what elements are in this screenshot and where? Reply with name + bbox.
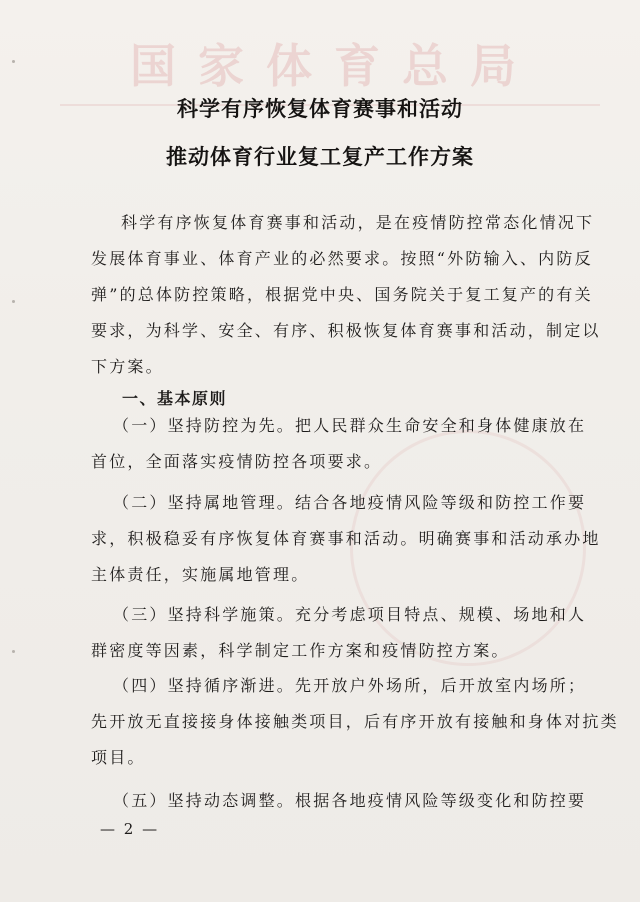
principle-line: （四）坚持循序渐进。先开放户外场所，后开放室内场所；: [113, 676, 587, 695]
section-heading: 一、基本原则: [122, 389, 228, 408]
principle-5: [91, 783, 611, 819]
principle-line: 首位，全面落实疫情防控各项要求。: [91, 452, 383, 471]
intro-line: 要求，为科学、安全、有序、积极恢复体育赛事和活动，制定以: [91, 321, 601, 340]
principle-1: [91, 408, 611, 480]
margin-mark: [12, 300, 15, 303]
page-number: — 2 —: [100, 820, 160, 838]
principle-line: （三）坚持科学施策。充分考虑项目特点、规模、场地和人: [113, 605, 587, 624]
principle-line: （二）坚持属地管理。结合各地疫情风险等级和防控工作要: [113, 493, 587, 512]
principle-line: 主体责任，实施属地管理。: [91, 565, 310, 584]
intro-line: 下方案。: [91, 357, 164, 376]
intro-line: 弹”的总体防控策略，根据党中央、国务院关于复工复产的有关: [91, 285, 593, 304]
principle-4: [91, 668, 619, 776]
principle-line: 求，积极稳妥有序恢复体育赛事和活动。明确赛事和活动承办地: [91, 529, 601, 548]
principle-line: 先开放无直接接身体接触类项目，后有序开放有接触和身体对抗类: [91, 712, 619, 731]
principle-2: [91, 485, 611, 593]
intro-paragraph: [91, 205, 611, 385]
principle-3: [91, 597, 611, 669]
intro-line: 发展体育事业、体育产业的必然要求。按照“外防输入、内防反: [91, 249, 593, 268]
intro-line: 科学有序恢复体育赛事和活动，是在疫情防控常态化情况下: [121, 213, 595, 232]
document-title-line-2: 推动体育行业复工复产工作方案: [166, 145, 474, 169]
principle-line: （五）坚持动态调整。根据各地疫情风险等级变化和防控要: [113, 791, 587, 810]
margin-mark: [12, 60, 15, 63]
principle-line: 项目。: [91, 748, 146, 767]
margin-mark: [12, 650, 15, 653]
document-title-line-1: 科学有序恢复体育赛事和活动: [177, 97, 463, 121]
bleed-through-letterhead: 国家体育总局: [130, 39, 538, 93]
principle-line: 群密度等因素，科学制定工作方案和疫情防控方案。: [91, 641, 510, 660]
principle-line: （一）坚持防控为先。把人民群众生命安全和身体健康放在: [113, 416, 587, 435]
